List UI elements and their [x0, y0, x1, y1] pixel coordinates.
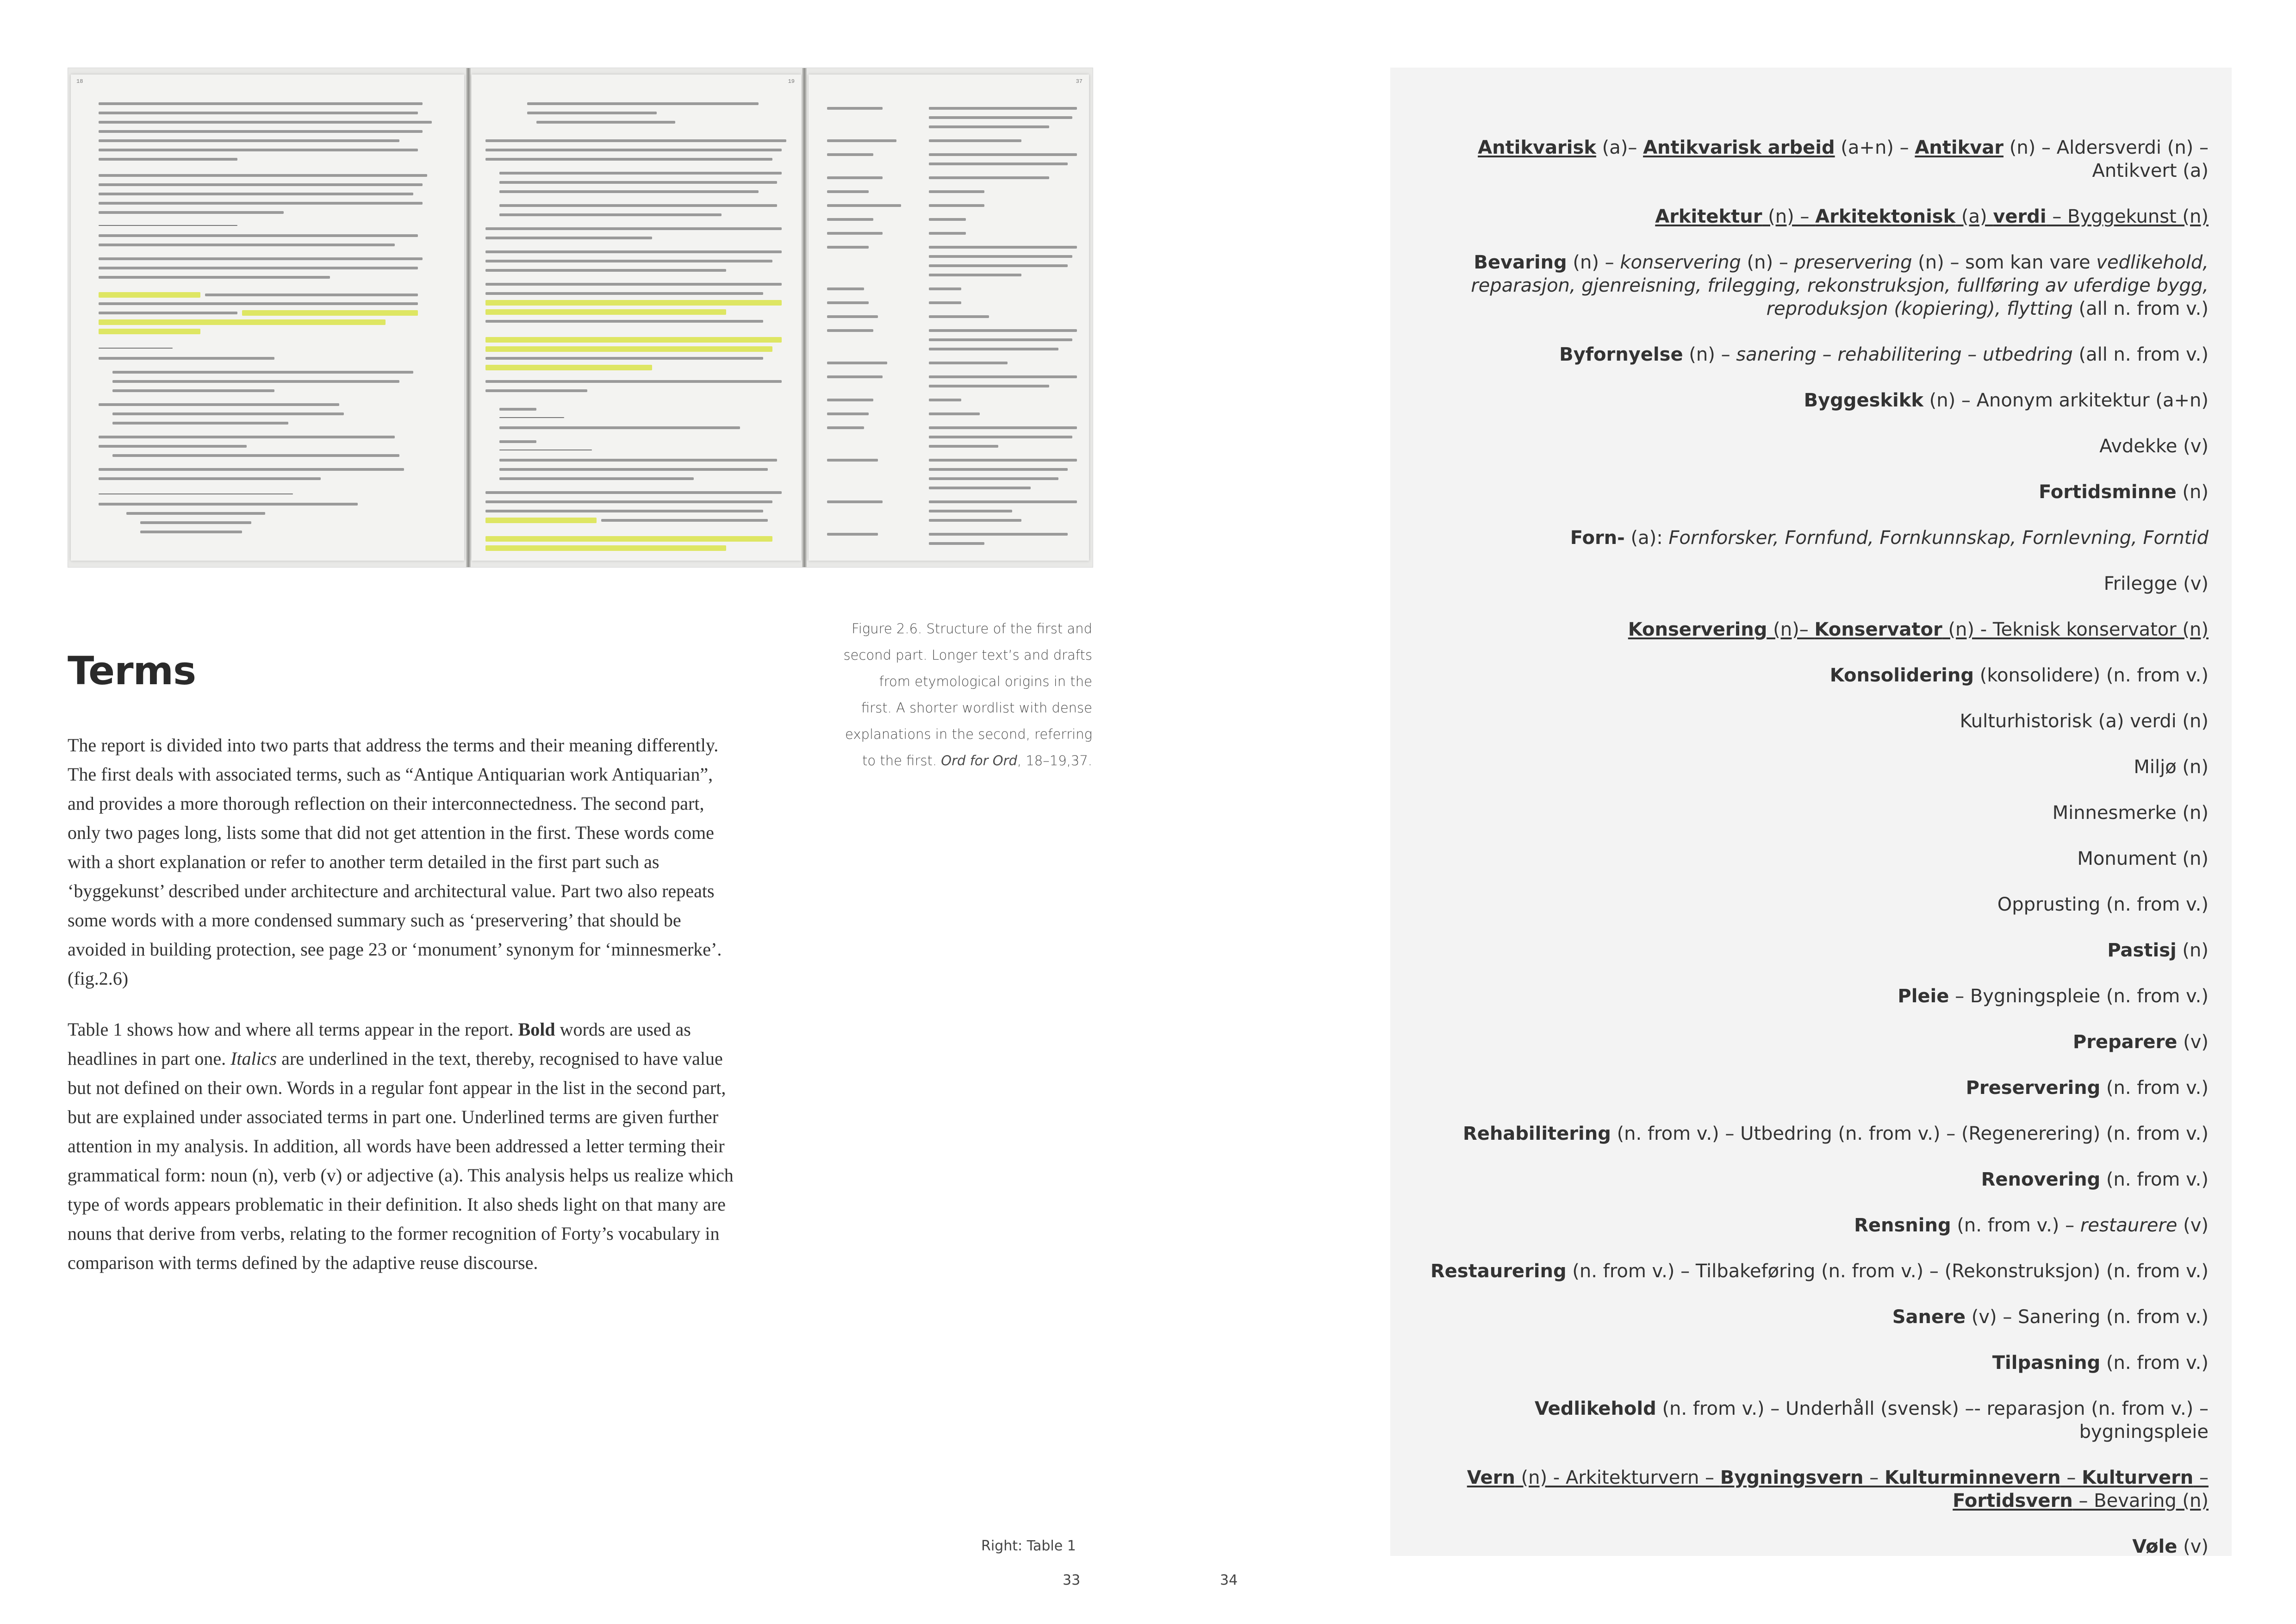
term-preservering: Preservering (n. from v.)	[1966, 1077, 2209, 1099]
scan-page-37	[809, 75, 1089, 561]
term-vole: Vøle (v)	[2132, 1536, 2209, 1557]
term-byfornyelse: Byfornyelse (n) – sanering – rehabilitering – utbedring (all n. from v.)	[1559, 344, 2209, 365]
term-konsolidering: Konsolidering (konsolidere) (n. from v.)	[1829, 665, 2209, 686]
terms-list	[1412, 136, 2209, 1581]
term-restaurering: Restaurering (n. from v.) – Tilbakeføring (n. from v.) – (Rekonstruksjon) (n. from v.)	[1430, 1261, 2209, 1282]
term-forn: Forn- (a): Fornforsker, Fornfund, Fornkunnskap, Fornlevning, Forntid	[1570, 527, 2209, 549]
term-rehabilitering: Rehabilitering (n. from v.) – Utbedring (n. from v.) – (Regenerering) (n. from v.)	[1462, 1123, 2209, 1144]
term-tilpasning: Tilpasning (n. from v.)	[1992, 1352, 2209, 1374]
term-frilegge: Frilegge (v)	[2103, 573, 2209, 594]
scan-page-18	[71, 75, 464, 561]
term-fortidsminne: Fortidsminne (n)	[2039, 481, 2209, 503]
term-kulturhistorisk: Kulturhistorisk (a) verdi (n)	[1960, 711, 2209, 732]
term-konservering: Konservering (n)– Konservator (n) - Teknisk konservator (n)	[1628, 619, 2209, 640]
term-byggeskikk: Byggeskikk (n) – Anonym arkitektur (a+n)	[1804, 390, 2209, 411]
term-sanere: Sanere (v) – Sanering (n. from v.)	[1892, 1306, 2209, 1328]
term-pleie: Pleie – Bygningspleie (n. from v.)	[1898, 986, 2209, 1007]
term-renovering: Renovering (n. from v.)	[1981, 1169, 2209, 1190]
body-paragraph-2: Table 1 shows how and where all terms appear in the report. Bold words are used as headlines in part one. Italics are underlined in the text, thereby, recognised to have value but not defined on their own. Words in a regular font appear in the list in the second part, but are explained under associated terms in part one. Underlined terms are given further attention in my analysis. In addition, all words have been addressed a letter terming their grammatical form: noun (n), verb (v) or adjective (a). This analysis helps us realize which type of words appears problematic in their definition. It also sheds light on that many are nouns that derive from verbs, relating to the former recognition of Forty’s vocabulary in comparison with terms defined by the adaptive reuse discourse.	[68, 1019, 734, 1273]
body-paragraph-1: The report is divided into two parts that address the terms and their meaning differently. The first deals with associated terms, such as “Antique Antiquarian work Antiquarian”, and provides a more thorough reflection on their interconnectedness. The second part, only two pages long, lists some that did not get attention in the first. These words come with a short explanation or refer to another term detailed in the first part such as ‘byggekunst’ described under architecture and architectural value. Part two also repeats some words with a more condensed summary such as ‘preservering’ that should be avoided in building protection, see page 23 or ‘monument’ synonym for ‘minnesmerke’. (fig.2.6)	[68, 735, 722, 989]
scan-page-number: 37	[1076, 78, 1083, 85]
term-opprusting: Opprusting (n. from v.)	[1997, 894, 2209, 915]
terms-table	[1390, 68, 2232, 1556]
term-antikvarisk: Antikvarisk (a)– Antikvarisk arbeid (a+n) – Antikvar (n) – Aldersverdi (n) – Antikvert (a)	[1478, 137, 2209, 181]
term-rensning: Rensning (n. from v.) – restaurere (v)	[1854, 1215, 2209, 1236]
page-number-right: 34	[1220, 1572, 1238, 1588]
term-minnesmerke: Minnesmerke (n)	[2052, 802, 2209, 824]
term-pastisj: Pastisj (n)	[2107, 940, 2209, 961]
term-monument: Monument (n)	[2077, 848, 2209, 869]
figure-caption: Figure 2.6. Structure of the first and second part. Longer text’s and drafts from etymological origins in the first. A shorter wordlist with dense explanations in the second, referring to the first. Ord for Ord, 18–19,37.	[843, 621, 1092, 768]
term-avdekke: Avdekke (v)	[2099, 436, 2209, 457]
term-arkitektur: Arkitektur (n) – Arkitektonisk (a) verdi – Byggekunst (n)	[1655, 206, 2209, 227]
table-reference-label: Right: Table 1	[981, 1538, 1076, 1554]
scan-page-number: 18	[76, 78, 83, 85]
term-vedlikehold: Vedlikehold (n. from v.) – Underhåll (svensk) –- reparasjon (n. from v.) – bygningspleie	[1534, 1398, 2209, 1443]
scan-page-19	[472, 75, 801, 561]
term-vern: Vern (n) - Arkitekturvern – Bygningsvern – Kulturminnevern – Kulturvern – Fortidsvern – Bevaring (n)	[1467, 1467, 2209, 1512]
section-heading: Terms	[68, 648, 196, 693]
scan-page-number: 19	[788, 78, 795, 85]
term-preparere: Preparere (v)	[2072, 1031, 2209, 1053]
page-number-left: 33	[1063, 1572, 1081, 1588]
term-bevaring: Bevaring (n) – konservering (n) – preservering (n) – som kan vare vedlikehold, reparasjon, gjenreisning, frilegging, rekonstruksjon, fullføring av uferdige bygg, reproduksjon (kopiering), flytting (all n. from v.)	[1471, 252, 2209, 319]
term-miljo: Miljø (n)	[2134, 756, 2209, 778]
report-scan-figure	[68, 68, 1093, 568]
